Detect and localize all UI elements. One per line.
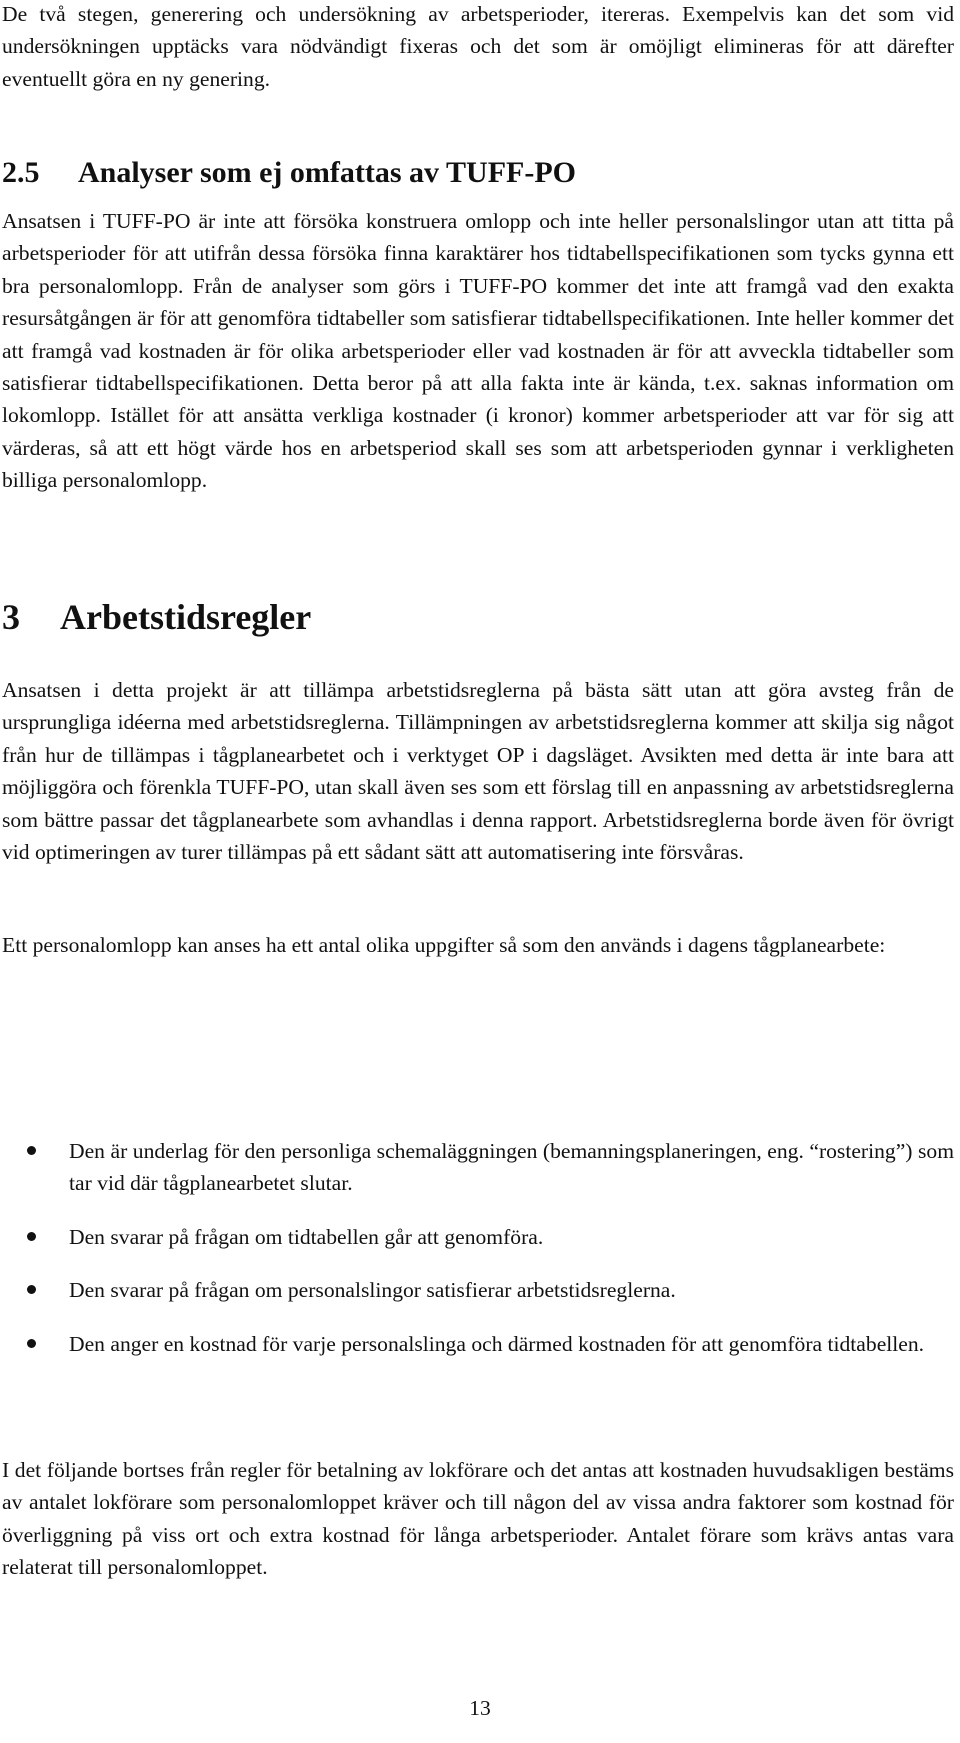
list-item xyxy=(2,1328,954,1360)
section-3-title: Arbetstidsregler xyxy=(60,597,312,637)
section-2-5-number: 2.5 xyxy=(2,156,40,189)
list-item xyxy=(2,1274,954,1306)
list-item-text: Den är underlag för den personliga schemaläggningen (bemanningsplaneringen, eng. “rostering”) som tar vid där tågplanearbetet slutar. xyxy=(69,1139,954,1196)
section-3-paragraph-3: I det följande bortses från regler för betalning av lokförare och det antas att kostnaden huvudsakligen bestäms av antalet lokförare som personalomloppet kräver och till någon del av vissa andra faktorer som kostnad för överliggning på viss ort och extra kostnad för långa arbetsperioder. Antalet förare som krävs antas vara relaterat till personalomloppet. xyxy=(2,1458,954,1580)
list-item-text: Den svarar på frågan om personalslingor satisfierar arbetstidsreglerna. xyxy=(69,1278,676,1303)
list-item-text: Den anger en kostnad för varje personalslinga och därmed kostnaden för att genomföra tidtabellen. xyxy=(69,1331,925,1356)
bullet-icon xyxy=(27,1339,36,1348)
list-item xyxy=(2,1221,954,1253)
bullet-icon xyxy=(27,1146,36,1155)
section-3-paragraph-2: Ett personalomlopp kan anses ha ett antal olika uppgifter så som den används i dagens tågplanearbete: xyxy=(2,933,886,957)
section-2-5-heading xyxy=(2,153,576,193)
section-3-paragraph-1: Ansatsen i detta projekt är att tillämpa arbetstidsreglerna på bästa sätt utan att göra avsteg från de ursprungliga idéerna med arbetstidsreglerna. Tillämpningen av arbetstidsreglerna kommer att skilja sig något från hur de tillämpas i tågplanearbetet och i verktyget OP i dagsläget. Avsikten med detta är inte bara att möjliggöra och förenkla TUFF-PO, utan skall även ses som ett förslag till en anpassning av arbetstidsreglerna som bättre passar det tågplanearbete som avhandlas i denna rapport. Arbetstidsreglerna borde även för övrigt vid optimeringen av turer tillämpas på ett sådant sätt att automatisering inte försvåras. xyxy=(2,678,954,865)
section-2-5-title: Analyser som ej omfattas av TUFF-PO xyxy=(78,156,576,189)
bullet-list xyxy=(2,1135,954,1381)
bullet-icon xyxy=(27,1232,36,1241)
section-3-number: 3 xyxy=(2,597,20,637)
page-number: 13 xyxy=(469,1696,491,1720)
list-item xyxy=(2,1135,954,1200)
section-3-heading xyxy=(2,594,311,640)
intro-paragraph: De två stegen, generering och undersökning av arbetsperioder, itereras. Exempelvis kan det som vid undersökningen upptäcks vara nödvändigt fixeras och det som är omöjligt elimineras för att därefter eventuellt göra en ny genering. xyxy=(2,2,954,91)
list-item-text: Den svarar på frågan om tidtabellen går att genomföra. xyxy=(69,1224,544,1249)
bullet-icon xyxy=(27,1285,36,1294)
section-2-5-paragraph: Ansatsen i TUFF-PO är inte att försöka konstruera omlopp och inte heller personalslingor utan att titta på arbetsperioder för att utifrån dessa försöka finna karaktärer hos tidtabellspecifikationen som tycks gynna ett bra personalomlopp. Från de analyser som görs i TUFF-PO kommer det inte att framgå vad den exakta resursåtgången är för att genomföra tidtabeller som satisfierar tidtabellspecifikationen. Inte heller kommer det att framgå vad kostnaden är för olika arbetsperioder eller vad kostnaden är för att avveckla tidtabeller som satisfierar tidtabellspecifikationen. Detta beror på att alla fakta inte är kända, t.ex. saknas information om lokomlopp. Istället för att ansätta verkliga kostnader (i kronor) kommer arbetsperioder att var för sig att värderas, så att ett högt värde hos en arbetsperiod skall ses som att arbetsperioden gynnar i verkligheten billiga personalomlopp. xyxy=(2,209,954,493)
